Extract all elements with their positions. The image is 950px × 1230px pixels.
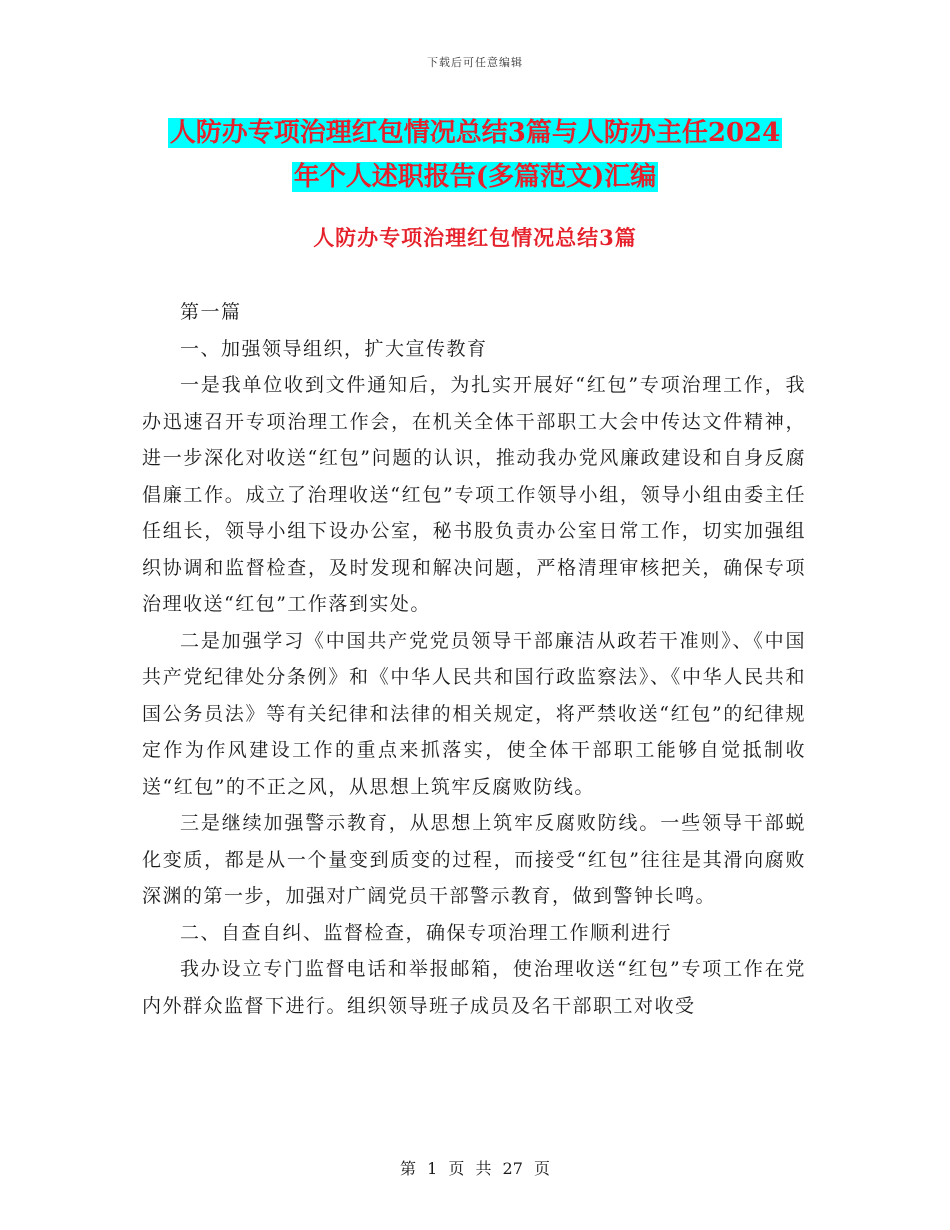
title-line-2: 年个人述职报告(多篇范文)汇编 [293, 162, 657, 192]
paragraph: 一是我单位收到文件通知后，为扎实开展好“红包”专项治理工作，我办迅速召开专项治理工作会，在机关全体干部职工大会中传达文件精神，进一步深化对收送“红包”问题的认识，推动我办党风廉政建设和自身反腐倡廉工作。成立了治理收送“红包”专项工作领导小组，领导小组由委主任任组长，领导小组下设办公室，秘书股负责办公室日常工作，切实加强组织协调和监督检查，及时发现和解决问题，严格清理审核把关，确保专项治理收送“红包”工作落到实处。 [142, 374, 806, 615]
page-footer: 第 1 页 共 27 页 [400, 1159, 550, 1178]
paragraph-heading-1: 一、加强领导组织，扩大宣传教育 [180, 337, 488, 360]
body-text [142, 294, 806, 1024]
document-title [140, 111, 810, 199]
paragraph-part-label: 第一篇 [180, 301, 242, 323]
paragraph: 二是加强学习《中国共产党党员领导干部廉洁从政若干准则》、《中国共产党纪律处分条例》和《中华人民共和国行政监察法》、《中华人民共和国公务员法》等有关纪律和法律的相关规定，将严禁收送“红包”的纪律规定作为作风建设工作的重点来抓落实，使全体干部职工能够自觉抵制收送“红包”的不正之风，从思想上筑牢反腐败防线。 [142, 629, 806, 798]
title-line-1: 人防办专项治理红包情况总结3篇与人防办主任2024 [169, 118, 781, 148]
paragraph-heading-2: 二、自查自纠、监督检查，确保专项治理工作顺利进行 [180, 921, 673, 944]
paragraph: 我办设立专门监督电话和举报邮箱，使治理收送“红包”专项工作在党内外群众监督下进行。组织领导班子成员及名干部职工对收受 [142, 958, 806, 1017]
section-title: 人防办专项治理红包情况总结3篇 [313, 225, 637, 250]
header-note: 下载后可任意编辑 [427, 56, 523, 69]
paragraph: 三是继续加强警示教育，从思想上筑牢反腐败防线。一些领导干部蜕化变质，都是从一个量变到质变的过程，而接受“红包”往往是其滑向腐败深渊的第一步，加强对广阔党员干部警示教育，做到警钟长鸣。 [142, 812, 806, 907]
